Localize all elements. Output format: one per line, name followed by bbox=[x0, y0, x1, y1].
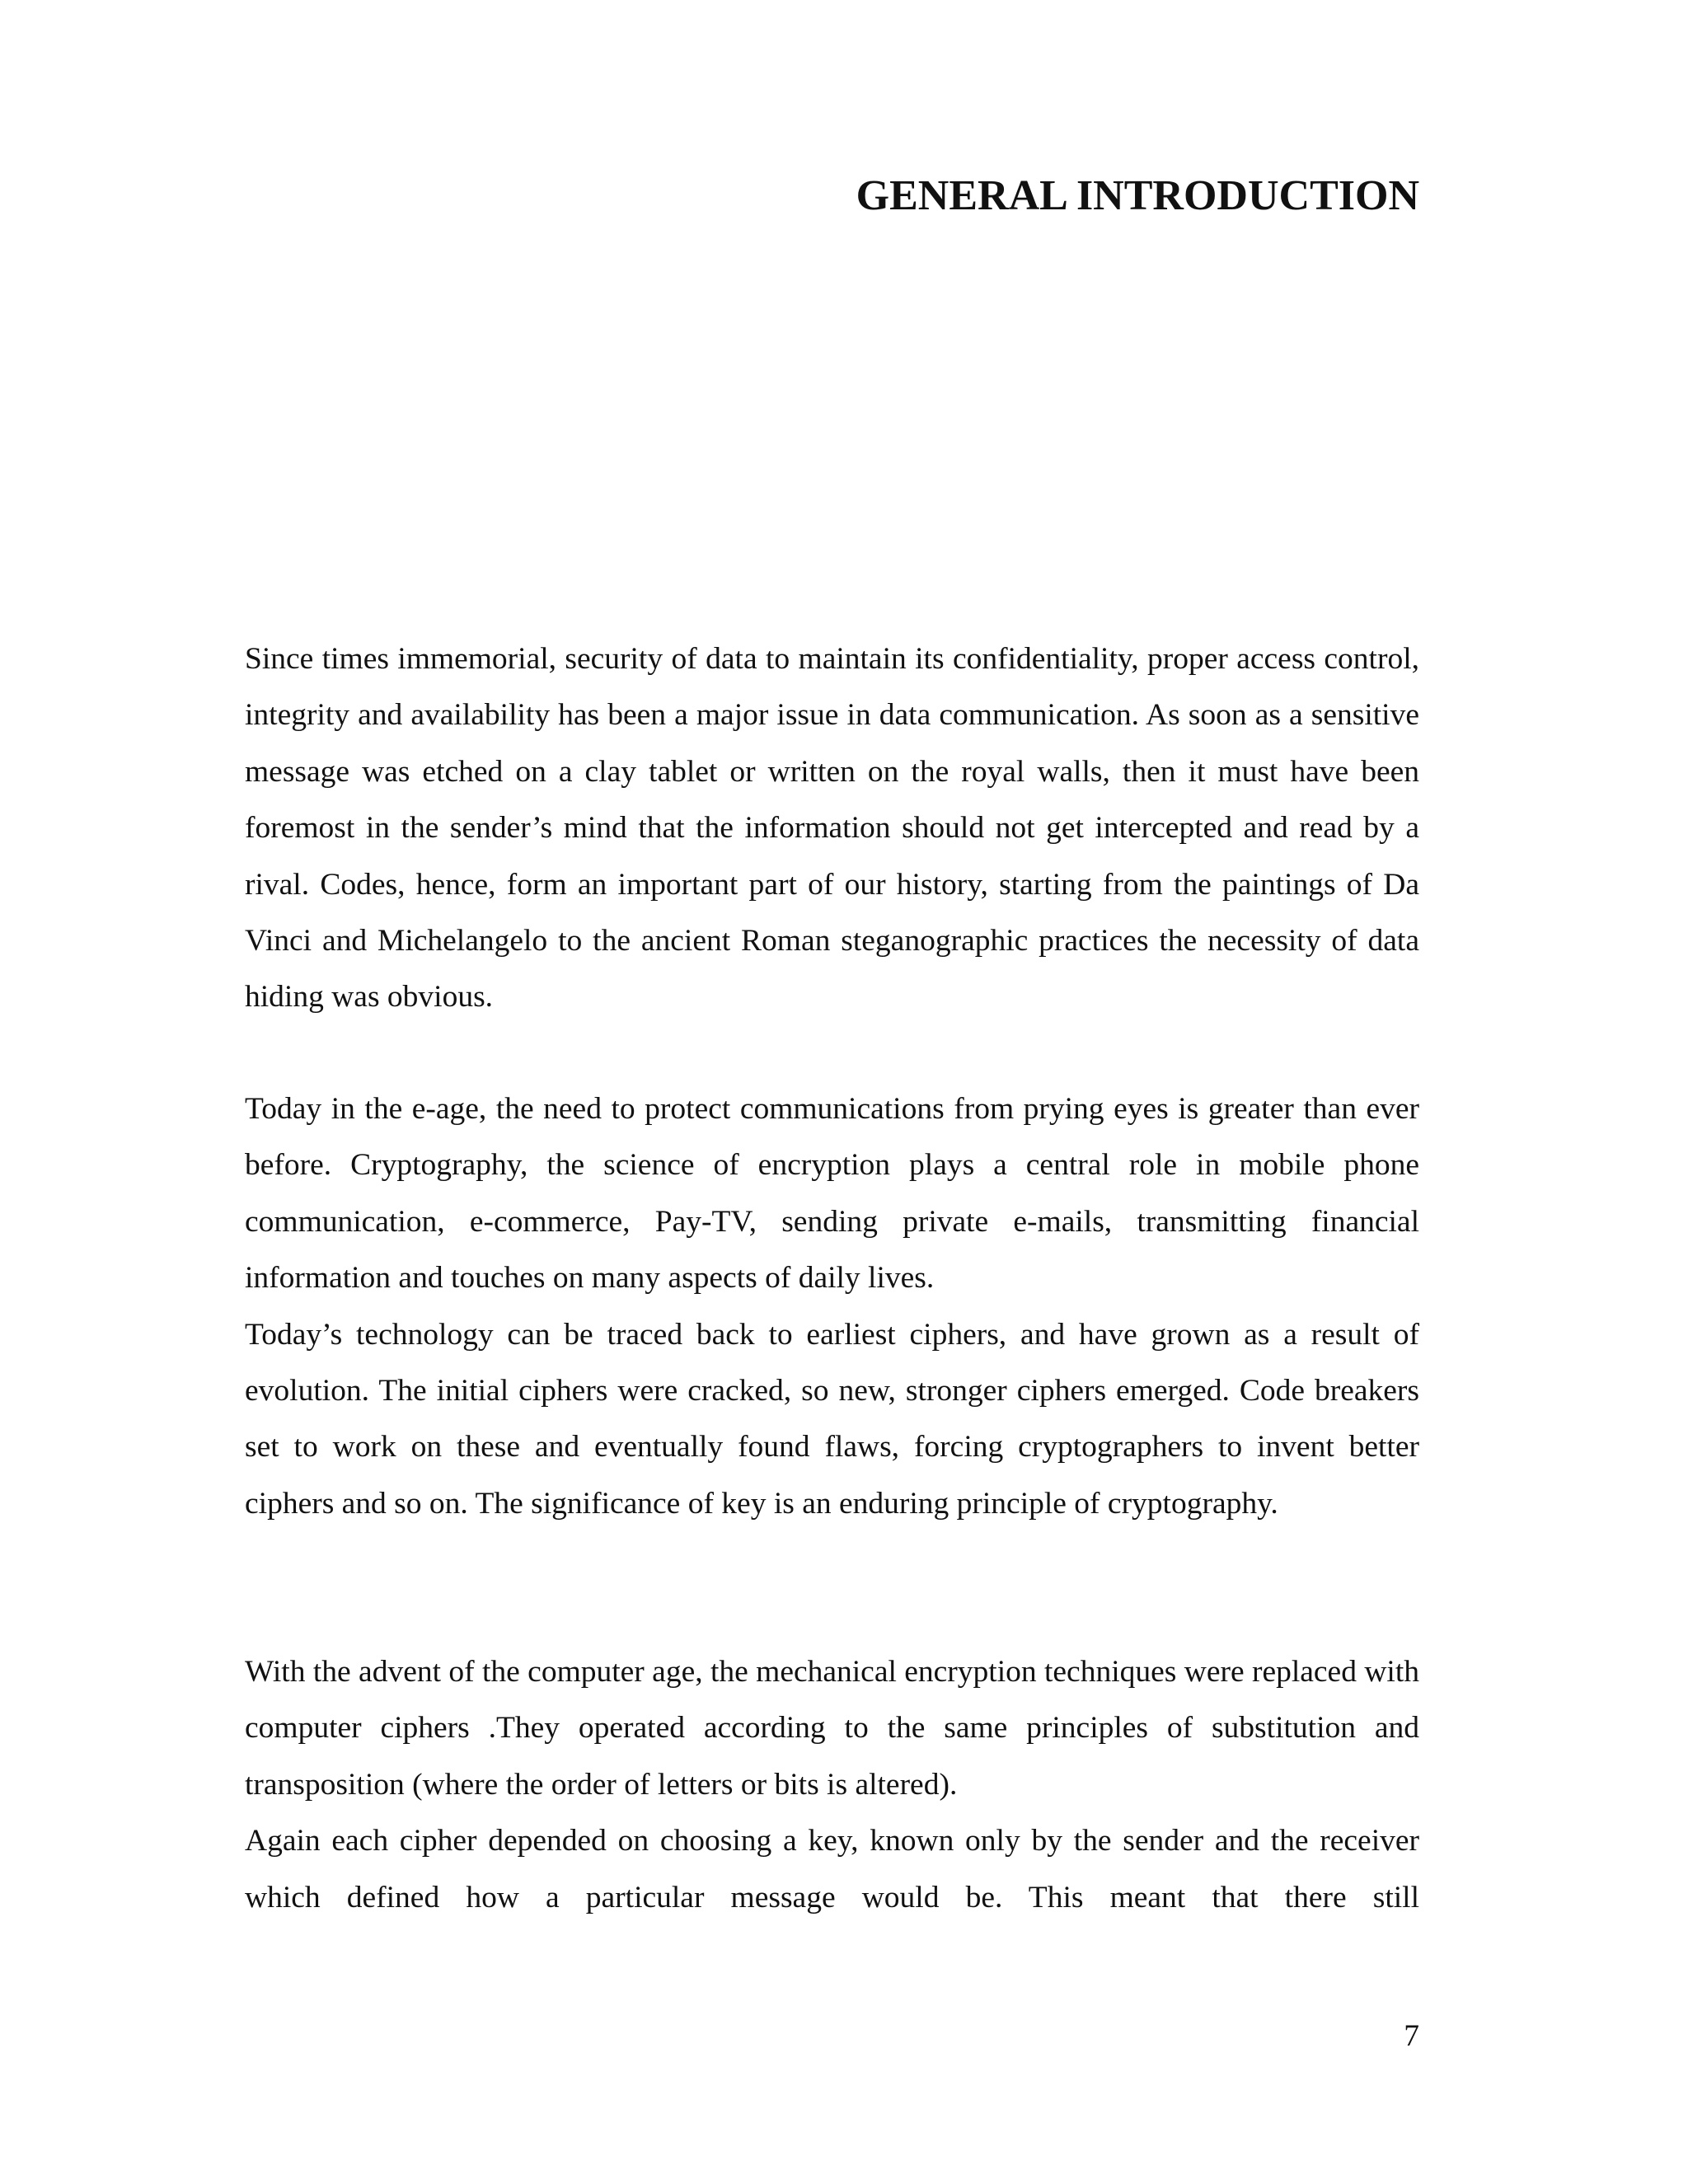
paragraph-3: Today’s technology can be traced back to earliest ciphers, and have grown as a result of evolution. The initial ciphers were cracked, so new, stronger ciphers emerged. Code breakers set to work on these and eventually found flaws, forcing cryptographers to invent better ciphers and so on. The significance of key is an enduring principle of cryptography. bbox=[245, 1317, 1419, 1521]
text-block-2 bbox=[245, 1081, 1419, 1532]
text-block-3 bbox=[245, 1644, 1419, 1926]
page-title: GENERAL INTRODUCTION bbox=[856, 172, 1419, 219]
page-number: 7 bbox=[1404, 2019, 1419, 2053]
paragraph-4: With the advent of the computer age, the mechanical encryption techniques were replaced with computer ciphers .They operated according to the same principles of substitution and transposition (where the order of letters or bits is altered). bbox=[245, 1655, 1419, 1802]
paragraph-5: Again each cipher depended on choosing a key, known only by the sender and the receiver which defined how a particular message would be. This meant that there still bbox=[245, 1824, 1419, 1915]
paragraph-2: Today in the e-age, the need to protect communications from prying eyes is greater than ever before. Cryptography, the science of encryption plays a central role in mobile phone communication, e-commerce, Pay-TV, sending private e-mails, transmitting financial information and touches on many aspects of daily lives. bbox=[245, 1092, 1419, 1296]
paragraph-1: Since times immemorial, security of data to maintain its confidentiality, proper access control, integrity and availability has been a major issue in data communication. As soon as a sensitive message was etched on a clay tablet or written on the royal walls, then it must have been foremost in the sender’s mind that the information should not get intercepted and read by a rival. Codes, hence, form an important part of our history, starting from the paintings of Da Vinci and Michelangelo to the ancient Roman steganographic practices the necessity of data hiding was obvious. bbox=[245, 642, 1419, 1015]
text-block-1 bbox=[245, 631, 1419, 1026]
